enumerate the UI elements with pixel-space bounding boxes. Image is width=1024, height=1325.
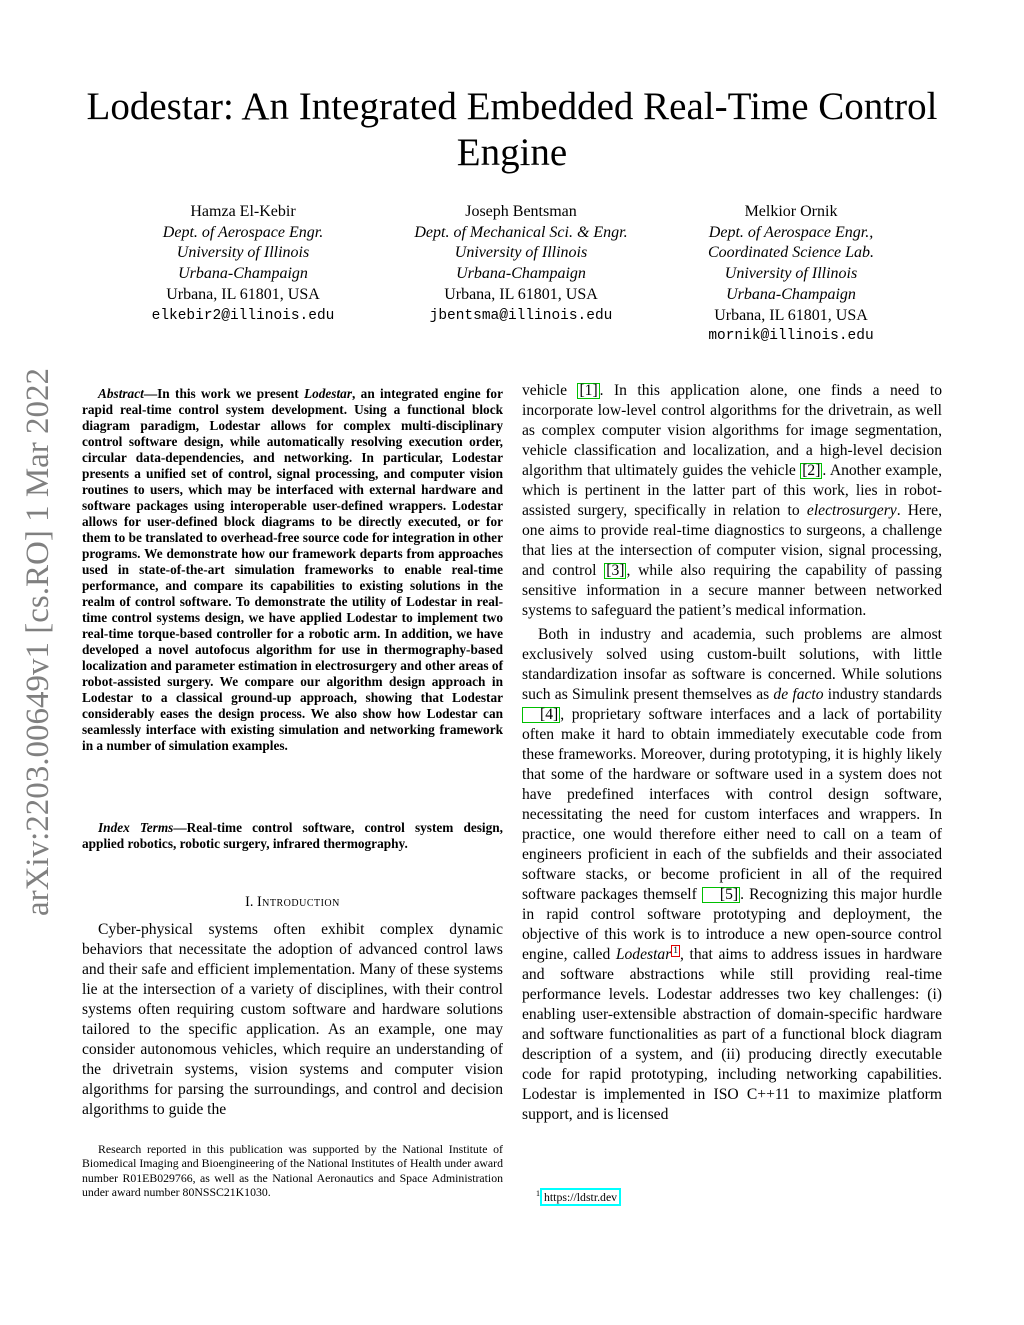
author-location: Urbana, IL 61801, USA — [714, 306, 868, 324]
author-affiliation: University of Illinois — [454, 244, 588, 262]
body-text: industry standards — [823, 686, 943, 703]
author-email: mornik@illinois.edu — [708, 328, 874, 345]
section-number: I. — [245, 894, 257, 910]
body-emphasis: Lodestar — [615, 946, 672, 963]
abstract — [82, 386, 503, 754]
arxiv-watermark: arXiv:2203.00649v1 [cs.RO] 1 Mar 2022 — [20, 367, 56, 917]
citation-link[interactable]: [1] — [579, 382, 598, 399]
body-emphasis: electrosurgery — [806, 502, 897, 519]
author-name: Joseph Bentsman — [465, 203, 577, 220]
author-location: Urbana, IL 61801, USA — [166, 285, 320, 303]
author-location: Urbana, IL 61801, USA — [444, 285, 598, 303]
author-affiliation: Urbana-Champaign — [178, 265, 308, 283]
author-email: elkebir2@illinois.edu — [151, 307, 335, 324]
author-affiliation: Dept. of Aerospace Engr. — [162, 223, 324, 241]
index-terms-label: Index Terms — [98, 820, 174, 835]
body-text: , proprietary software interfaces and a lack of portability often make it hard to obtain immediately executable code from these frameworks. Moreover, during prototyping, it is highly likely that some of the hardware or software used in a system does not have predefined interfaces with control design software, necessitating the need for custom interfaces and wrappers. In practice, one would therefore either need to call on a team of engineers proficient in each of the subfields and their associated software stacks, or become proficient in all of the required software packages themself — [522, 706, 942, 903]
body-text: . Recognizing this major hurdle in rapid control software prototyping and deployment, the objective of this work is to introduce a new open-source control engine, called — [522, 886, 942, 963]
author-affiliation: Dept. of Aerospace Engr., — [708, 223, 874, 241]
section-heading — [82, 892, 503, 912]
abstract-label: Abstract — [98, 386, 144, 401]
citation-link[interactable]: [2] — [802, 462, 821, 479]
author-email: jbentsma@illinois.edu — [429, 307, 613, 324]
url-footnote — [536, 1187, 621, 1204]
citation-link[interactable]: [3] — [606, 562, 625, 579]
footnote-number: 1 — [536, 1189, 540, 1198]
abstract-emphasis: Lodestar — [303, 386, 352, 401]
author-block-2 — [396, 202, 646, 326]
abstract-text: , an integrated engine for rapid real-time control system development. Using a functional block diagram paradigm, Lodestar allows for complex multi-disciplinary control software design, while automatically resolving execution order, circular data-dependencies, and networking. In particular, Lodestar presents a unified set of control, signal processing, and computer vision routines to users, which may be interfaced with external hardware and software packages using interoperable user-defined wrappers. Lodestar allows for user-defined block diagrams to be directly executed, or for them to be translated to overhead-free source code for integration in other programs. We demonstrate how our framework departs from approaches used in state-of-the-art simulation frameworks to enable real-time performance, and compare its capabilities to existing solutions in the realm of control software. To demonstrate the utility of Lodestar in real-time control systems design, we have applied Lodestar to implement two real-time torque-based controller for a robotic arm. In addition, we have developed a novel autofocus algorithm for use in thermography-based localization and parameter estimation in electrosurgery and other areas of robot-assisted surgery. We compare our algorithm design approach in Lodestar to a classical ground-up approach, showing that Lodestar considerably eases the design process. We also show how Lodestar can seamlessly interface with existing simulation and networking framework in a number of simulation examples. — [82, 386, 503, 753]
author-affiliation: Dept. of Mechanical Sci. & Engr. — [414, 223, 628, 241]
body-paragraph — [522, 381, 942, 621]
citation-link[interactable]: [5] — [702, 887, 740, 903]
citation-link[interactable]: [4] — [522, 707, 560, 723]
paper-title: Lodestar: An Integrated Embedded Real-Time Control Engine — [86, 85, 938, 174]
body-text: . Another example, which is pertinent in the latter part of this work, lies in robot-assisted surgery, specifically in relation to — [522, 462, 943, 519]
author-name: Hamza El-Kebir — [190, 203, 296, 220]
body-paragraph — [522, 625, 942, 1125]
author-block-3 — [666, 202, 916, 347]
body-text: , that aims to address issues in hardware and software abstractions while still providing real-time performance levels. Lodestar addresses two key challenges: (i) enabling user-extensible abstraction of domain-specific hardware and software functionalities as part of a functional block diagram description of a system, and (ii) producing directly executable code for rapid prototyping, including networking capabilities. Lodestar is implemented in ISO C++11 to maximize platform support, and is licensed — [522, 946, 942, 1123]
section-title: Introduction — [256, 894, 340, 910]
body-emphasis: de facto — [773, 686, 824, 703]
author-affiliation: University of Illinois — [724, 265, 858, 283]
index-terms — [82, 820, 503, 852]
author-affiliation: Coordinated Science Lab. — [707, 244, 875, 262]
abstract-text: —In this work we present — [143, 386, 304, 401]
body-text: . Here, one aims to provide real-time diagnostics to surgeons, a challenge that lies at the intersection of computer vision, signal processing, and control — [522, 502, 942, 579]
funding-footnote: Research reported in this publication was supported by the National Institute of Biomedical Imaging and Bioengineering of the National Institutes of Health under award number R01EB029766, as well as the National Aeronautics and Space Administration under award number 80NSSC21K1030. — [82, 1142, 503, 1199]
body-text: . In this application alone, one finds a need to incorporate low-level control algorithms for the drivetrain, as well as complex computer vision algorithms for image segmentation, vehicle classification and localization, and a high-level decision algorithm that ultimately guides the vehicle — [522, 382, 942, 479]
footnote-link[interactable]: 1 — [673, 945, 679, 956]
index-terms-text: —Real-time control software, control system design, applied robotics, robotic surgery, infrared thermography. — [82, 820, 503, 851]
author-affiliation: Urbana-Champaign — [456, 265, 586, 283]
intro-paragraph: Cyber-physical systems often exhibit complex dynamic behaviors that necessitate the adoption of advanced control laws and their safe and efficient implementation. Many of these systems lie at the intersection of a variety of disciplines, with their control systems often requiring custom software and hardware solutions tailored to the specific application. As an example, one may consider autonomous vehicles, which require an understanding of the drivetrain systems, vision systems and computer vision algorithms for parsing the surroundings, and control and decision algorithms to guide the — [82, 921, 503, 1118]
author-name: Melkior Ornik — [744, 203, 838, 220]
url-link[interactable]: https://ldstr.dev — [540, 1188, 621, 1206]
body-text: Both in industry and academia, such problems are almost exclusively solved using custom-built solutions, with little standardization insofar as software is concerned. While solutions such as Simulink present themselves as — [522, 626, 942, 703]
right-column — [522, 381, 942, 1125]
body-text: vehicle — [522, 382, 578, 399]
author-affiliation: University of Illinois — [176, 244, 310, 262]
author-block-1 — [118, 202, 368, 326]
body-text: , while also requiring the capability of passing sensitive information in a secure manner between networked systems to safeguard the patient’s medical information. — [522, 562, 943, 619]
author-affiliation: Urbana-Champaign — [726, 285, 856, 303]
